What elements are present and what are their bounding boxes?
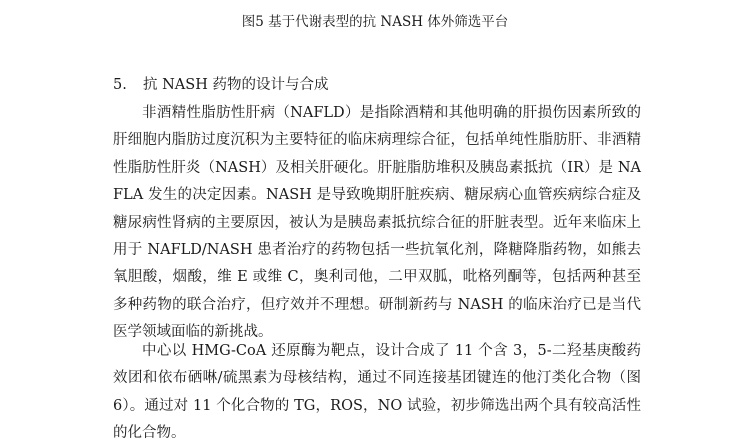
paragraph-statin-synthesis: 中心以 HMG-CoA 还原酶为靶点，设计合成了 11 个含 3，5-二羟基庚酸药效团和依布硒啉/硫黑素为母核结构，通过不同连接基团键连的他汀类化合物（图 6）。通过对 11 个化合物的 TG，ROS，NO 试验，初步筛选出两个具有较高活性的化合物。 <box>113 343 641 442</box>
paragraph-nafld-intro: 非酒精性脂肪性肝病（NAFLD）是指除酒精和其他明确的肝损伤因素所致的肝细胞内脂肪过度沉积为主要特征的临床病理综合征，包括单纯性脂肪肝、非酒精性脂肪性肝炎（NASH）及相关肝硬化。肝脏脂肪堆积及胰岛素抵抗（IR）是 NAFLA 发生的决定因素。NASH 是导致晚期肝脏疾病、糖尿病心血管疾病综合症及糖尿病性肾病的主要原因，被认为是胰岛素抵抗综合征的肝脏表型。近年来临床上用于 NAFLD/NASH 患者治疗的药物包括一些抗氧化剂，降糖降脂药物，如熊去氧胆酸，烟酸，维 E 或维 C，奥利司他，二甲双胍，吡格列酮等，包括两种甚至多种药物的联合治疗，但疗效并不理想。研制新药与 NASH 的临床治疗已是当代医学领域面临的新挑战。 <box>113 105 641 341</box>
section-title: 抗 NASH 药物的设计与合成 <box>143 77 329 93</box>
section-heading <box>113 74 328 96</box>
section-number: 5. <box>113 77 127 93</box>
figure-caption: 图5 基于代谢表型的抗 NASH 体外筛选平台 <box>241 14 509 30</box>
